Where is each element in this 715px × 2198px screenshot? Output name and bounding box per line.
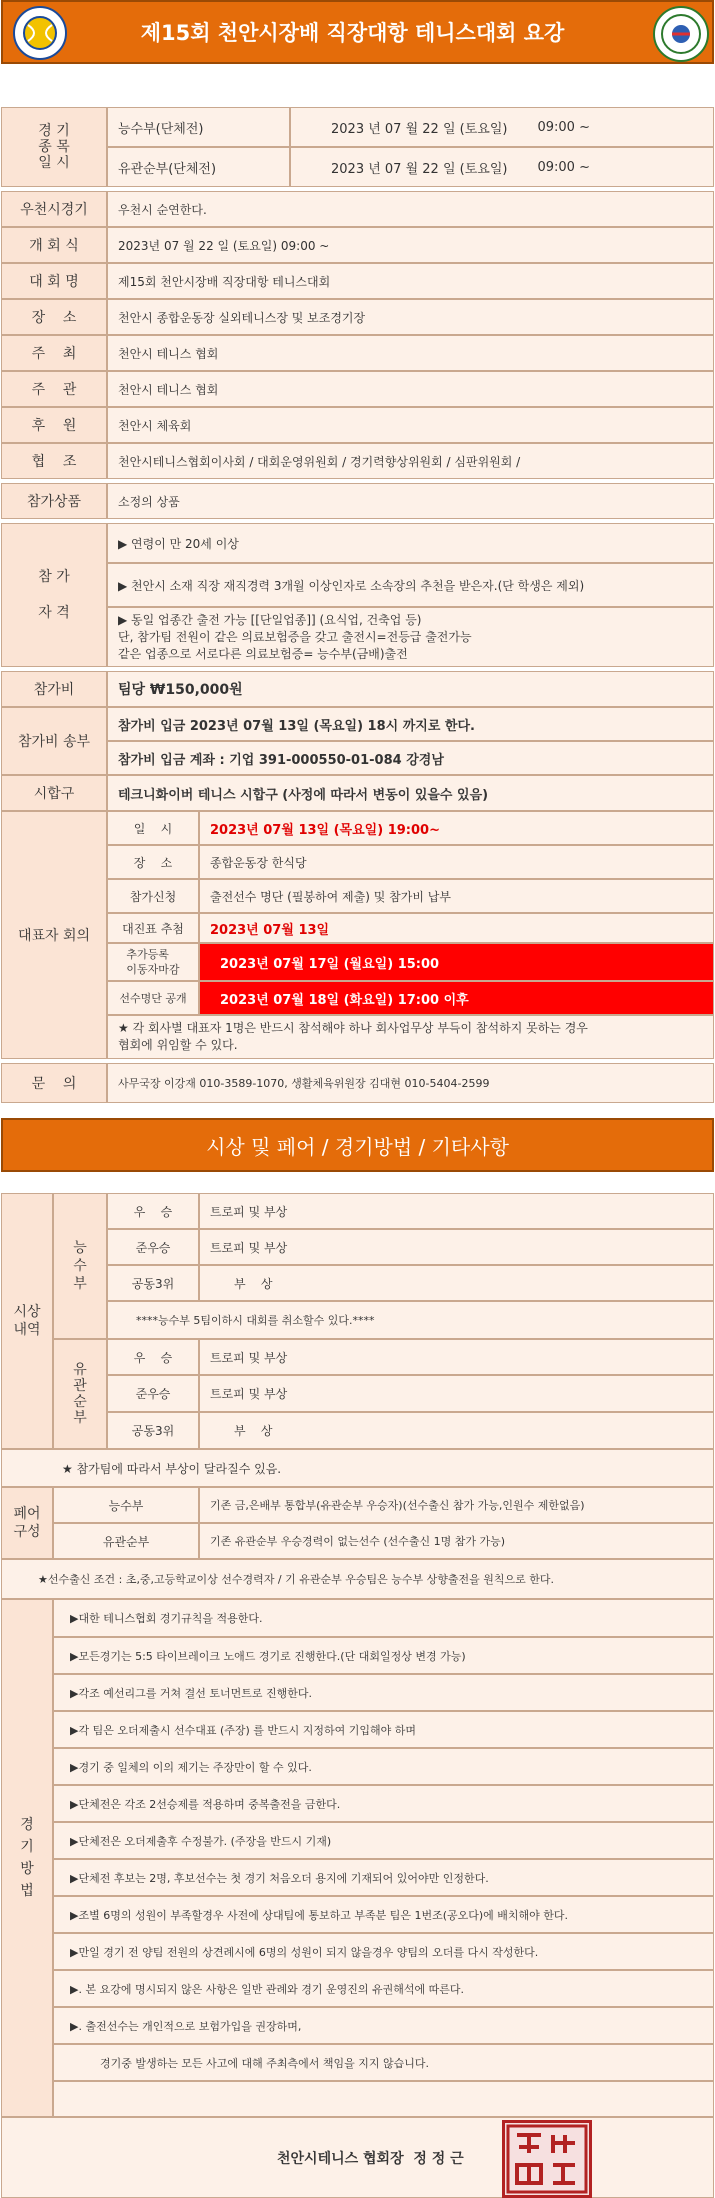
event-name-value: 제15회 천안시장배 직장대항 테니스대회 — [107, 263, 714, 299]
fee-value: 팀당 ₩150,000원 — [107, 671, 714, 707]
meeting-time-value: 2023년 07월 13일 (목요일) 19:00~ — [199, 811, 714, 845]
ball-label: 시합구 — [1, 775, 107, 811]
meeting-note: ★ 각 회사별 대표자 1명은 반드시 참석해야 하나 회사업무상 부득이 참석하지 못하는 경우 협회에 위임할 수 있다. — [107, 1015, 714, 1059]
sports-council-logo — [653, 6, 709, 62]
qualification-label: 참 가 자 격 — [1, 523, 107, 667]
contact-value: 사무국장 이강재 010-3589-1070, 생활체육위원장 김대현 010-5404-2599 — [107, 1063, 714, 1103]
pair-desc-1: 기존 금,은배부 통합부(유관순부 우승자)(선수출신 참가 가능,인원수 제한없음) — [199, 1487, 714, 1523]
sports-council-emblem-icon — [659, 12, 703, 56]
official-seal-image — [502, 2120, 592, 2198]
method-item-3: ▶각조 예선리그를 거쳐 결선 토너먼트로 진행한다. — [53, 1674, 714, 1711]
award-y-rank-2: 준우승 — [107, 1375, 199, 1412]
award-n-prize-2: 트로피 및 부상 — [199, 1229, 714, 1265]
schedule-event-2: 유관순부(단체전) — [107, 147, 290, 187]
meeting-place-value: 종합운동장 한식당 — [199, 845, 714, 879]
method-item-7: ▶단체전은 오더제출후 수정불가. (주장을 반드시 기재) — [53, 1822, 714, 1859]
award-n-prize-1: 트로피 및 부상 — [199, 1193, 714, 1229]
rain-label: 우천시경기 — [1, 191, 107, 227]
qualification-age: ▶ 연령이 만 20세 이상 — [107, 523, 714, 563]
method-item-11: ▶. 본 요강에 명시되지 않은 사항은 일반 관례와 경기 운영진의 유권해석에 따른다. — [53, 1970, 714, 2007]
sponsor-label: 후 원 — [1, 407, 107, 443]
opening-value: 2023년 07 월 22 일 (토요일) 09:00 ~ — [107, 227, 714, 263]
tennis-ball-icon — [20, 13, 60, 53]
awards-yugwansun-label: 유 관 순 부 — [53, 1339, 107, 1449]
section2-banner — [1, 1118, 714, 1172]
host-value: 천안시 테니스 협회 — [107, 335, 714, 371]
remit-account: 참가비 입금 계좌 : 기업 391-000550-01-084 강경남 — [107, 741, 714, 775]
meeting-extra-reg-value: 2023년 07월 17일 (월요일) 15:00 — [199, 943, 714, 981]
award-y-rank-3: 공동3위 — [107, 1412, 199, 1449]
schedule-date-2: 2023 년 07 월 22 일 (토요일) 09:00 ~ — [290, 147, 714, 187]
cooperation-label: 협 조 — [1, 443, 107, 479]
method-item-12: ▶. 출전선수는 개인적으로 보험가입을 권장하며, — [53, 2007, 714, 2044]
tennis-association-logo — [13, 6, 67, 60]
awards-label: 시상 내역 — [1, 1193, 53, 1449]
award-n-rank-1: 우 승 — [107, 1193, 199, 1229]
qualification-industry: ▶ 동일 업종간 출전 가능 [[단일업종]] (요식업, 건축업 등) 단, 참가팀 전원이 같은 의료보험증을 갖고 출전시=전등급 출전가능 같은 업종으로 서로다른 의료보험증= 능수부(금배)출전 — [107, 607, 714, 667]
venue-label: 장 소 — [1, 299, 107, 335]
method-item-10: ▶만일 경기 전 양팀 전원의 상견례시에 6명의 성원이 되지 않을경우 양팀의 오더를 다시 작성한다. — [53, 1933, 714, 1970]
method-item-5: ▶경기 중 일체의 이의 제기는 주장만이 할 수 있다. — [53, 1748, 714, 1785]
meeting-apply-value: 출전선수 명단 (필봉하여 제출) 및 참가비 납부 — [199, 879, 714, 913]
ball-value: 테크니화이버 테니스 시합구 (사정에 따라서 변동이 있을수 있음) — [107, 775, 714, 811]
method-item-9: ▶조별 6명의 성원이 부족할경우 사전에 상대팀에 통보하고 부족분 팀은 1번조(공오다)에 배치해야 한다. — [53, 1896, 714, 1933]
award-y-prize-1: 트로피 및 부상 — [199, 1339, 714, 1375]
award-y-prize-3: 부 상 — [199, 1412, 714, 1449]
method-item-13: 경기중 발생하는 모든 사고에 대해 주최측에서 책임을 지지 않습니다. — [53, 2044, 714, 2081]
method-item-2: ▶모든경기는 5:5 타이브레이크 노애드 경기로 진행한다.(단 대회일정상 변경 가능) — [53, 1637, 714, 1674]
meeting-draw-label: 대진표 추첨 — [107, 913, 199, 943]
schedule-date-1: 2023 년 07 월 22 일 (토요일) 09:00 ~ — [290, 107, 714, 147]
signature-row — [1, 2117, 714, 2198]
contact-label: 문 의 — [1, 1063, 107, 1103]
method-item-6: ▶단체전은 각조 2선승제를 적용하며 중복출전을 금한다. — [53, 1785, 714, 1822]
schedule-event-1: 능수부(단체전) — [107, 107, 290, 147]
cooperation-value: 천안시테니스협회이사회 / 대회운영위원회 / 경기력향상위원회 / 심판위원회 / — [107, 443, 714, 479]
opening-label: 개 회 식 — [1, 227, 107, 263]
pair-label: 페어 구성 — [1, 1487, 53, 1559]
remit-deadline: 참가비 입금 2023년 07월 13일 (목요일) 18시 까지로 한다. — [107, 707, 714, 741]
method-item-8: ▶단체전 후보는 2명, 후보선수는 첫 경기 처음오더 용지에 기재되어 있어야만 인정한다. — [53, 1859, 714, 1896]
meeting-draw-value: 2023년 07월 13일 — [199, 913, 714, 943]
method-empty-row — [53, 2081, 714, 2117]
pair-division-2: 유관순부 — [53, 1523, 199, 1559]
meeting-roster-value: 2023년 07월 18일 (화요일) 17:00 이후 — [199, 981, 714, 1015]
meeting-roster-label: 선수명단 공개 — [107, 981, 199, 1015]
pair-desc-2: 기존 유관순부 우승경력이 없는선수 (선수출신 1명 참가 가능) — [199, 1523, 714, 1559]
pair-division-1: 능수부 — [53, 1487, 199, 1523]
award-n-rank-2: 준우승 — [107, 1229, 199, 1265]
award-n-prize-3: 부 상 — [199, 1265, 714, 1301]
award-n-rank-3: 공동3위 — [107, 1265, 199, 1301]
venue-value: 천안시 종합운동장 실외테니스장 및 보조경기장 — [107, 299, 714, 335]
meeting-label: 대표자 회의 — [1, 811, 107, 1059]
meeting-extra-reg-label: 추가등록 이동자마감 — [107, 943, 199, 981]
organizer-value: 천안시 테니스 협회 — [107, 371, 714, 407]
rain-value: 우천시 순연한다. — [107, 191, 714, 227]
prize-label: 참가상품 — [1, 483, 107, 519]
fee-label: 참가비 — [1, 671, 107, 707]
method-item-4: ▶각 팀은 오더제출시 선수대표 (주장) 를 반드시 지정하여 기입해야 하며 — [53, 1711, 714, 1748]
award-y-rank-1: 우 승 — [107, 1339, 199, 1375]
awards-footnote: ★ 참가팀에 따라서 부상이 달라질수 있음. — [1, 1449, 714, 1487]
page-title: 제15회 천안시장배 직장대항 테니스대회 요강 — [140, 21, 565, 45]
organizer-label: 주 관 — [1, 371, 107, 407]
event-name-label: 대 회 명 — [1, 263, 107, 299]
award-n-note: ****능수부 5팀이하시 대회를 취소할수 있다.**** — [107, 1301, 714, 1339]
meeting-apply-label: 참가신청 — [107, 879, 199, 913]
method-item-1: ▶대한 테니스협회 경기규칙을 적용한다. — [53, 1599, 714, 1637]
prize-value: 소정의 상품 — [107, 483, 714, 519]
meeting-time-label: 일 시 — [107, 811, 199, 845]
remit-label: 참가비 송부 — [1, 707, 107, 775]
header-banner — [1, 0, 714, 64]
sponsor-value: 천안시 체육회 — [107, 407, 714, 443]
host-label: 주 최 — [1, 335, 107, 371]
method-label: 경 기 방 법 — [1, 1599, 53, 2117]
schedule-label: 경 기 종 목 일 시 — [1, 107, 107, 187]
qualification-employment: ▶ 천안시 소재 직장 재직경력 3개월 이상인자로 소속장의 추천을 받은자.(단 학생은 제외) — [107, 563, 714, 607]
pair-note: ★선수출신 조건 : 초,중,고등학교이상 선수경력자 / 기 유관순부 우승팀은 능수부 상향출전을 원칙으로 한다. — [1, 1559, 714, 1599]
meeting-place-label: 장 소 — [107, 845, 199, 879]
seal-icon — [505, 2123, 589, 2195]
signature-text: 천안시테니스 협회장 정 정 근 — [277, 2151, 464, 2167]
award-y-prize-2: 트로피 및 부상 — [199, 1375, 714, 1412]
awards-neungsu-label: 능 수 부 — [53, 1193, 107, 1339]
section2-title: 시상 및 페어 / 경기방법 / 기타사항 — [206, 1134, 509, 1159]
